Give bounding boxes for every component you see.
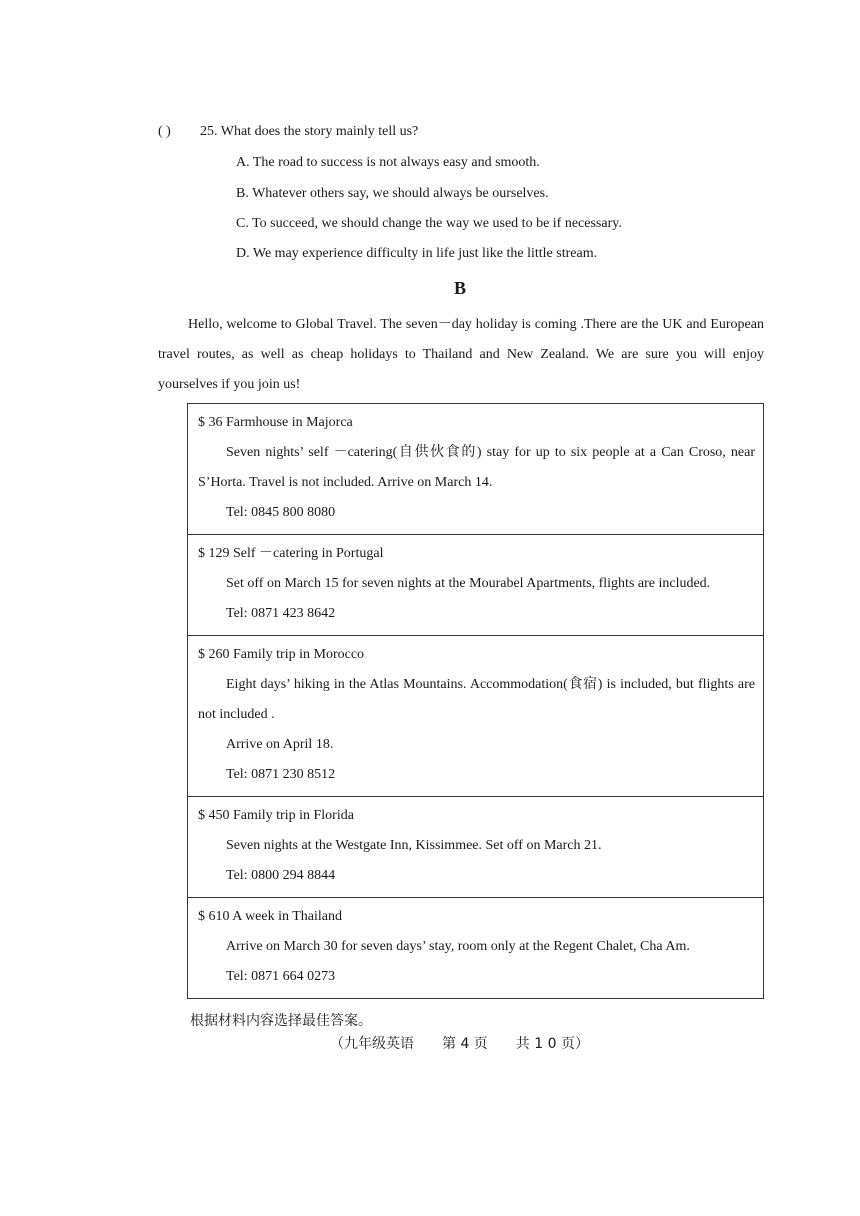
ad-cell — [188, 797, 764, 898]
ad-cell — [188, 898, 764, 999]
ad-description: Eight days’ hiking in the Atlas Mountains. Accommodation(食宿) is included, but flights are not included . — [198, 677, 755, 722]
ad-row — [188, 404, 764, 535]
option-d[interactable]: D. We may experience difficulty in life just like the little stream. — [236, 246, 598, 261]
ad-description: Arrive on March 30 for seven days’ stay, room only at the Regent Chalet, Cha Am. — [226, 939, 690, 954]
travel-ads-table — [187, 403, 764, 999]
section-intro — [158, 310, 764, 400]
ad-cell — [188, 404, 764, 535]
ad-tel: Tel: 0871 230 8512 — [226, 767, 336, 782]
ad-heading: $ 450 Family trip in Florida — [198, 808, 354, 823]
ad-tel: Tel: 0871 664 0273 — [226, 969, 336, 984]
instruction-text: 根据材料内容选择最佳答案。 — [190, 1013, 372, 1029]
ad-heading: $ 260 Family trip in Morocco — [198, 647, 365, 662]
ad-tel: Tel: 0800 294 8844 — [226, 868, 336, 883]
question-25-stem — [158, 124, 418, 140]
ad-heading: $ 610 A week in Thailand — [198, 909, 342, 924]
answer-blank[interactable]: ( ) — [158, 124, 171, 139]
ad-row — [188, 636, 764, 797]
ad-description: Seven nights at the Westgate Inn, Kissimmee. Set off on March 21. — [226, 838, 602, 853]
option-a[interactable]: A. The road to success is not always easy and smooth. — [236, 155, 540, 170]
ad-tel: Tel: 0871 423 8642 — [226, 606, 336, 621]
section-title: B — [453, 278, 466, 298]
ad-cell — [188, 636, 764, 797]
ad-description: Set off on March 15 for seven nights at the Mourabel Apartments, flights are included. — [226, 576, 711, 591]
ad-tel: Tel: 0845 800 8080 — [226, 505, 336, 520]
ad-heading: $ 129 Self －catering in Portugal — [198, 546, 384, 561]
ad-cell — [188, 535, 764, 636]
ad-description: Seven nights’ self －catering(自供伙食的) stay for up to six people at a Can Croso, near S’Horta. Travel is not included. Arrive on March 14. — [198, 445, 755, 490]
option-b[interactable]: B. Whatever others say, we should always be ourselves. — [236, 186, 549, 201]
page-footer: （九年级英语 第 4 页 共 1 0 页） — [330, 1036, 589, 1052]
ad-row — [188, 797, 764, 898]
ad-arrival: Arrive on April 18. — [226, 737, 334, 752]
intro-text: Hello, welcome to Global Travel. The seven－day holiday is coming .There are the UK and European travel routes, as well as cheap holidays to Thailand and New Zealand. We are sure you will enjoy yourselves if you join us! — [158, 317, 764, 392]
option-c[interactable]: C. To succeed, we should change the way we used to be if necessary. — [236, 216, 622, 231]
ad-row — [188, 898, 764, 999]
question-text: 25. What does the story mainly tell us? — [200, 124, 419, 139]
ad-heading: $ 36 Farmhouse in Majorca — [198, 415, 353, 430]
ad-row — [188, 535, 764, 636]
